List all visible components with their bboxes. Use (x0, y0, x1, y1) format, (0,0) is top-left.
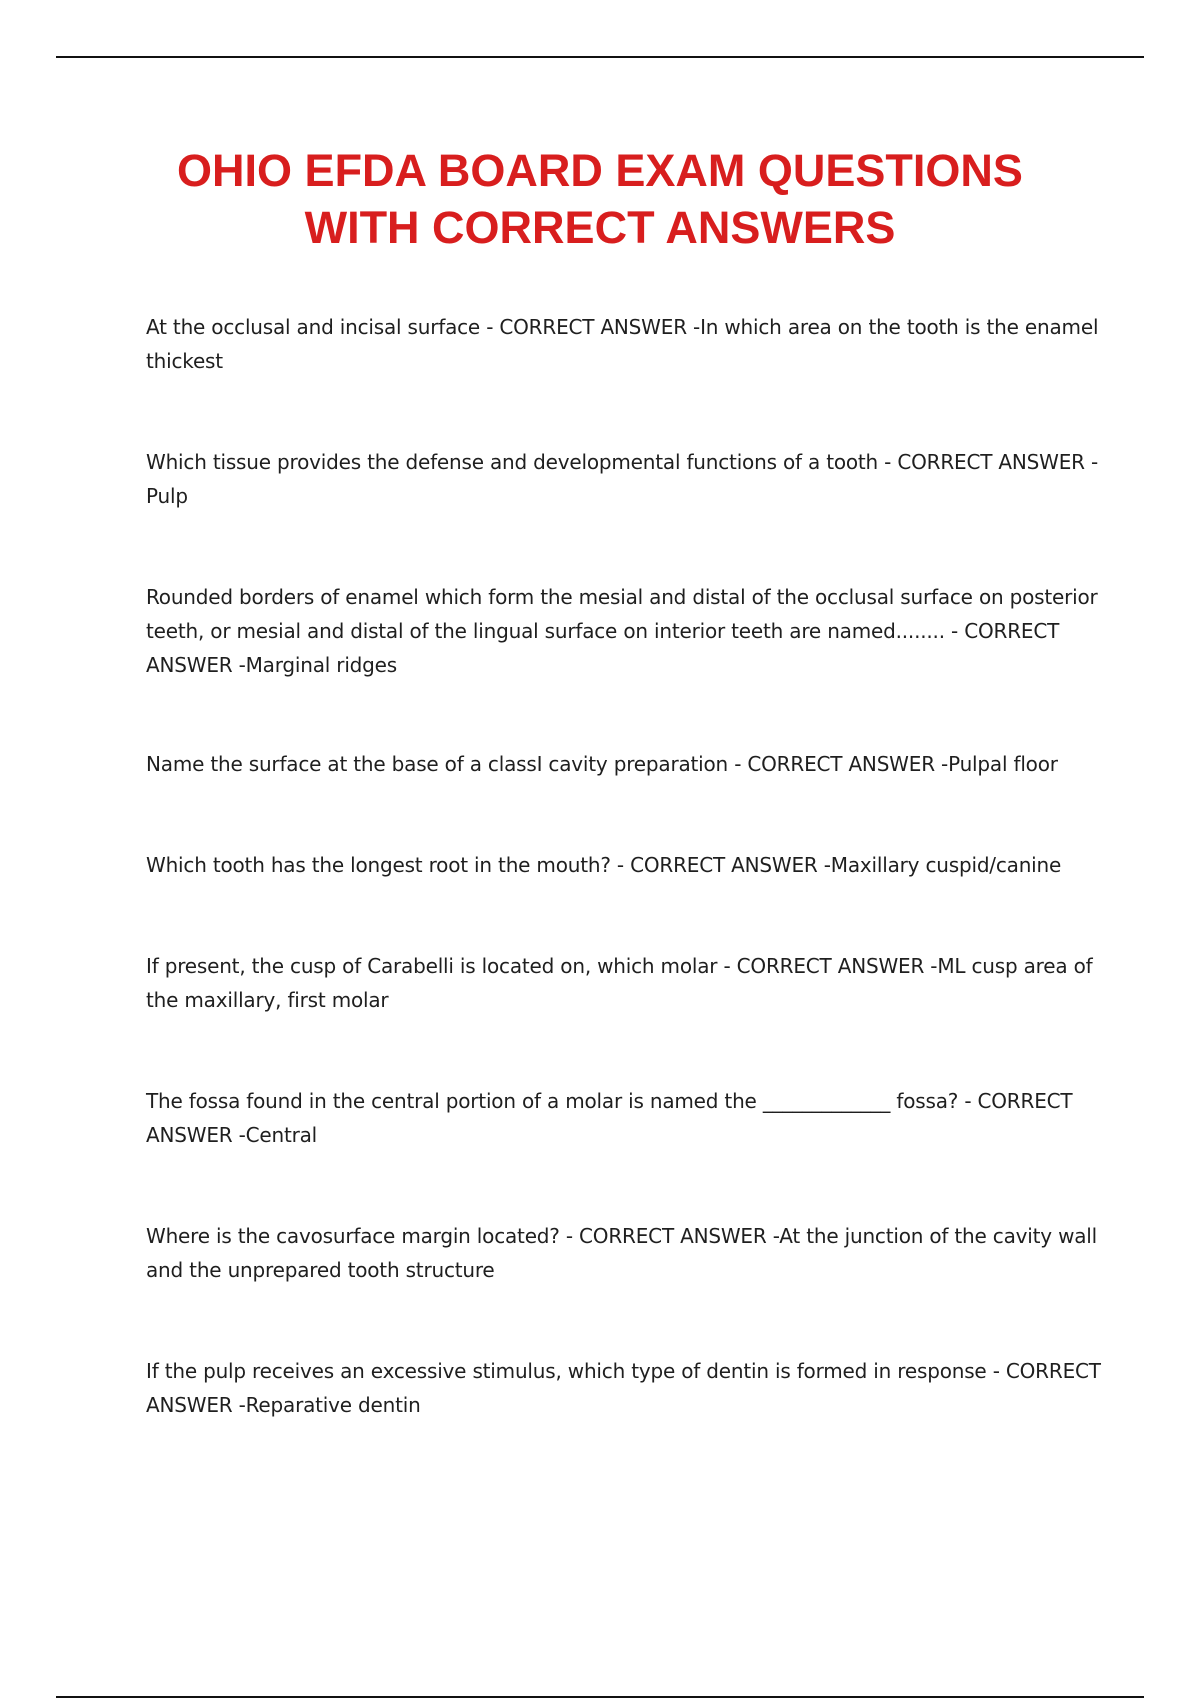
qa-item-1: At the occlusal and incisal surface - CORRECT ANSWER -In which area on the tooth is the enamel thickest (146, 315, 1099, 373)
top-rule (56, 56, 1144, 58)
title-line-1: OHIO EFDA BOARD EXAM QUESTIONS (177, 145, 1023, 196)
qa-item-3: Rounded borders of enamel which form the mesial and distal of the occlusal surface on posterior teeth, or mesial and distal of the lingual surface on interior teeth are named........ - CORRECT ANSWER -Marginal ridges (146, 585, 1098, 677)
qa-item-9: If the pulp receives an excessive stimulus, which type of dentin is formed in response - CORRECT ANSWER -Reparative dentin (146, 1359, 1101, 1417)
qa-item-4: Name the surface at the base of a classI cavity preparation - CORRECT ANSWER -Pulpal floor (146, 752, 1058, 776)
qa-item-7: The fossa found in the central portion of a molar is named the _____________ fossa? - CORRECT ANSWER -Central (146, 1089, 1073, 1147)
qa-item-6: If present, the cusp of Carabelli is located on, which molar - CORRECT ANSWER -ML cusp area of the maxillary, first molar (146, 954, 1093, 1012)
qa-item-5: Which tooth has the longest root in the mouth? - CORRECT ANSWER -Maxillary cuspid/canine (146, 853, 1062, 877)
bottom-rule (56, 1696, 1144, 1698)
qa-item-2: Which tissue provides the defense and developmental functions of a tooth - CORRECT ANSWER -Pulp (146, 450, 1099, 508)
qa-item-8: Where is the cavosurface margin located? - CORRECT ANSWER -At the junction of the cavity wall and the unprepared tooth structure (146, 1224, 1097, 1282)
document-title (100, 142, 1100, 256)
title-line-2: WITH CORRECT ANSWERS (304, 202, 896, 253)
